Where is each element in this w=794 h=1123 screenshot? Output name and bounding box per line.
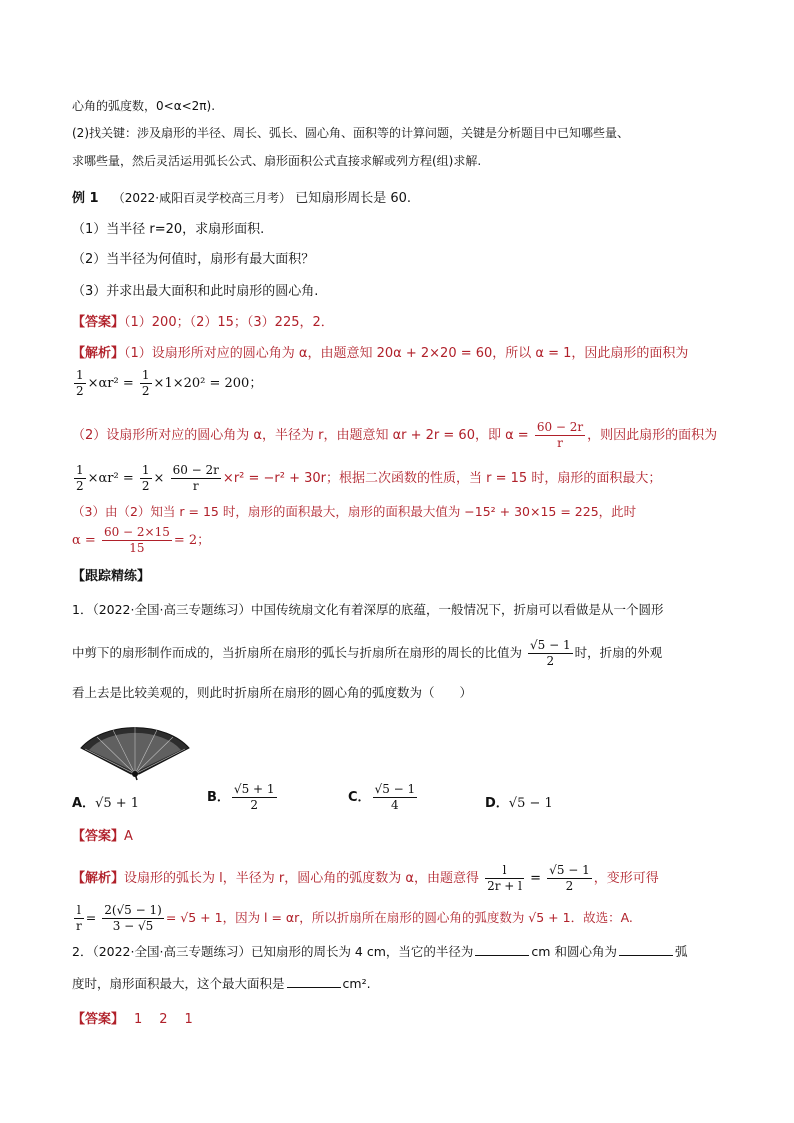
analysis-text: ，变形可得 [593,871,659,886]
example-1-heading [72,189,411,208]
example-analysis-2 [72,420,717,451]
example-label: 例 1 [72,191,99,206]
analysis-text: 设扇形的弧长为 l，半径为 r，圆心角的弧度数为 α，由题意得 [124,871,479,886]
analysis-text: = √5 + 1，因为 l = αr，所以折扇所在扇形的圆心角的弧度数为 √5 + 1．故选：A. [165,910,633,925]
example-analysis-2-formula [72,463,661,494]
problem-1-line-3: 看上去是比较美观的，则此时折扇所在扇形的圆心角的弧度数为（ ） [72,685,473,700]
analysis-2-text-end: ，则因此扇形的面积为 [587,428,718,443]
analysis-tag: 【解析】 [72,871,125,886]
option-label: D． [485,796,509,811]
analysis-1-text: （1）设扇形所对应的圆心角为 α，由题意知 20α + 2×20 = 60，所以 α = 1，因此扇形的面积为 [124,346,689,361]
problem-2-text: cm². [342,976,371,991]
option-value: √5 − 1 [508,796,553,811]
fraction-golden-ratio: $\frac{√5 - 1}{2}$ [530,638,571,668]
answer-tag: 【答案】 [72,1012,125,1027]
example-analysis-3-formula [72,525,210,556]
example-answer [72,314,334,332]
fraction-l-over-r: $\frac{l}{r}$ [76,903,82,933]
answer-tag: 【答案】 [72,315,125,330]
problem-2-text: cm 和圆心角为 [531,944,617,959]
fraction-alpha-value: $\frac{60 - 2\times 15}{15}$ [103,525,170,555]
fraction-half: $\frac{1}{2}$ [76,463,84,493]
formula-text: α = [72,533,96,548]
fraction-half: $\frac{1}{2}$ [76,368,84,398]
option-c [348,782,419,813]
formula-text: ×1×20² = 200； [153,376,263,391]
option-b [207,782,279,813]
formula-text: = 2； [173,533,211,548]
formula-text: ×r² = −r² + 30r；根据二次函数的性质，当 r = 15 时，扇形的面积最大； [222,471,662,486]
option-d [485,792,553,811]
analysis-2-text: （2）设扇形所对应的圆心角为 α，半径为 r，由题意知 αr + 2r = 60，即 α = [72,428,529,443]
answer-tag: 【答案】 [72,829,125,844]
answer-value: A [124,829,133,844]
problem-2-line-2 [72,975,371,993]
problem-1-answer [72,828,133,846]
option-value: $\frac{√5 - 1}{4}$ [374,782,416,812]
problem-2-text: 2．（2022·全国·高三专题练习）已知扇形的周长为 4 cm，当它的半径为 [72,944,474,959]
fraction-alpha: $\frac{60 - 2r}{r}$ [172,463,219,493]
example-stem: 已知扇形周长是 60. [295,191,412,206]
problem-1-analysis-2 [72,903,633,934]
fraction-half: $\frac{1}{2}$ [141,463,150,493]
example-source: （2022·咸阳百灵学校高三月考） [112,191,292,205]
fraction-half: $\frac{1}{2}$ [141,368,150,398]
problem-1-analysis-1: 【解析】设扇形的弧长为 l，半径为 r，圆心角的弧度数为 α，由题意得 $\frac{l}{2r + l}$ = $\frac{√5 - 1}{2}$ ，变形可得 [72,863,659,893]
answer-blank[interactable] [475,943,529,956]
problem-1-text: 时，折扇的外观 [574,645,663,660]
formula-text: = [85,910,97,925]
fraction-simplify: $\frac{2(√5 - 1)}{3 - √5}$ [104,903,162,933]
intro-line-1: 心角的弧度数，0<α<2π). [72,99,216,113]
problem-1-line-1: 1．（2022·全国·高三专题练习）中国传统扇文化有着深厚的底蕴，一般情况下，折扇可以看做是从一个圆形 [72,602,664,617]
analysis-tag: 【解析】 [72,346,125,361]
problem-2-text: 度时，扇形面积最大，这个最大面积是 [72,976,285,991]
example-q3: （3）并求出最大面积和此时扇形的圆心角. [72,284,319,299]
fraction-alpha: $\frac{60 - 2r}{r}$ [536,420,584,450]
option-a [72,792,139,811]
folding-fan-image [75,724,195,782]
problem-2-line-1 [72,943,687,961]
intro-line-2: (2)找关键：涉及扇形的半径、周长、弧长、圆心角、面积等的计算问题，关键是分析题目中已知哪些量、 [72,126,630,140]
example-q2: （2）当半径为何值时，扇形有最大面积？ [72,252,315,267]
option-value: √5 + 1 [95,796,140,811]
option-label: C． [348,790,371,805]
problem-2-text: 弧 [674,944,688,959]
problem-1-line-2 [72,638,662,669]
formula-text: ×αr² = [87,376,134,391]
fraction-golden-ratio: $\frac{√5 - 1}{2}$ [549,863,590,893]
example-analysis-1 [72,345,688,363]
example-analysis-1-formula [72,368,262,399]
example-q1: （1）当半径 r=20，求扇形面积. [72,222,265,237]
option-label: B． [207,790,230,805]
answer-blank[interactable] [287,975,341,988]
option-value: $\frac{√5 + 1}{2}$ [233,782,275,812]
answer-blank[interactable] [619,943,673,956]
option-label: A． [72,796,96,811]
formula-text: × [153,471,165,486]
practice-heading: 【跟踪精练】 [72,569,151,584]
problem-2-answer [72,1011,195,1029]
intro-line-3: 求哪些量，然后灵活运用弧长公式、扇形面积公式直接求解或列方程(组)求解. [72,154,482,168]
example-analysis-3: （3）由（2）知当 r = 15 时，扇形的面积最大，扇形的面积最大值为 −15² + 30×15 = 225，此时 [72,504,637,519]
answer-text: （1）200；（2）15；（3）225，2． [124,315,334,330]
fraction-arc-ratio: $\frac{l}{2r + l}$ [487,863,522,893]
formula-text: ×αr² = [87,471,134,486]
answer-value: 1 2 1 [134,1012,195,1027]
problem-1-text: 中剪下的扇形制作而成的，当折扇所在扇形的弧长与折扇所在扇形的周长的比值为 [72,645,523,660]
